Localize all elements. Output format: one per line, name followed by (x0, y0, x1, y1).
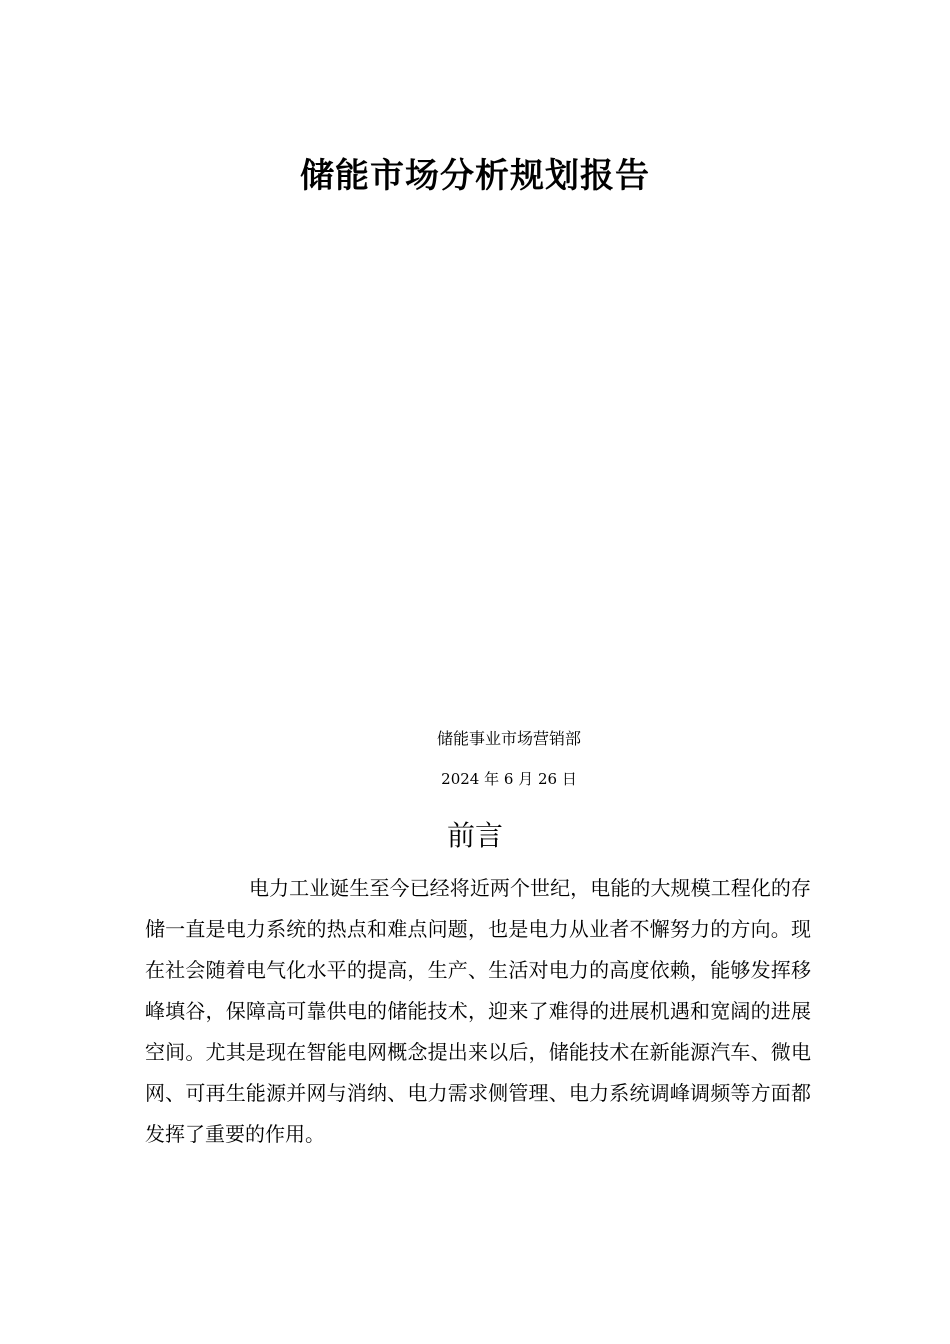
report-date: 2024 年 6 月 26 日 (441, 770, 577, 788)
preface-heading: 前言 (446, 819, 503, 852)
department-name: 储能事业市场营销部 (436, 729, 581, 748)
report-title: 储能市场分析规划报告 (300, 156, 650, 196)
preface-paragraph: 电力工业诞生至今已经将近两个世纪，电能的大规模工程化的存储一直是电力系统的热点和难点问题，也是电力从业者不懈努力的方向。现在社会随着电气化水平的提高，生产、生活对电力的高度依赖，能够发挥移峰填谷，保障高可靠供电的储能技术，迎来了难得的进展机遇和宽阔的进展空间。尤其是现在智能电网概念提出来以后，储能技术在新能源汽车、微电网、可再生能源并网与消纳、电力需求侧管理、电力系统调峰调频等方面都发挥了重要的作用。 (145, 876, 811, 1146)
